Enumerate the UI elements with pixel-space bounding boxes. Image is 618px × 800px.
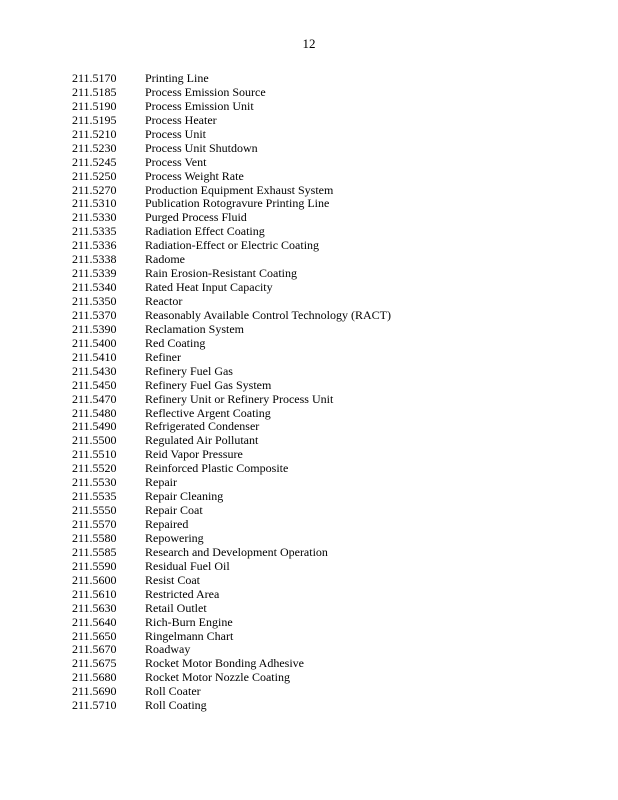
section-number: 211.5270 <box>72 182 117 197</box>
section-number: 211.5250 <box>72 168 117 183</box>
section-number: 211.5470 <box>72 391 117 406</box>
section-number: 211.5490 <box>72 419 117 434</box>
list-item <box>72 100 391 114</box>
section-number: 211.5230 <box>72 140 117 155</box>
section-title: Reid Vapor Pressure <box>145 447 243 462</box>
section-title: Repair <box>145 475 177 490</box>
section-number: 211.5450 <box>72 377 117 392</box>
section-title: Radome <box>145 252 185 267</box>
section-number: 211.5530 <box>72 475 117 490</box>
section-title: Restricted Area <box>145 586 220 601</box>
list-item <box>72 253 391 267</box>
list-item <box>72 239 391 253</box>
section-number: 211.5338 <box>72 252 117 267</box>
section-title: Purged Process Fluid <box>145 210 247 225</box>
section-title: Rich-Burn Engine <box>145 614 233 629</box>
list-item <box>72 616 391 630</box>
list-item <box>72 86 391 100</box>
section-number: 211.5185 <box>72 84 117 99</box>
list-item <box>72 309 391 323</box>
section-title: Reasonably Available Control Technology (RACT) <box>145 307 392 322</box>
list-item <box>72 476 391 490</box>
section-title: Refinery Unit or Refinery Process Unit <box>145 391 334 406</box>
section-title: Roadway <box>145 642 191 657</box>
section-number: 211.5610 <box>72 586 117 601</box>
list-item <box>72 337 391 351</box>
list-item <box>72 211 391 225</box>
list-item <box>72 657 391 671</box>
section-number: 211.5170 <box>72 71 117 85</box>
section-title: Residual Fuel Oil <box>145 558 230 573</box>
section-title: Rocket Motor Bonding Adhesive <box>145 656 304 671</box>
section-title: Process Emission Source <box>145 84 266 99</box>
section-title: Process Weight Rate <box>145 168 244 183</box>
list-item <box>72 142 391 156</box>
list-item <box>72 393 391 407</box>
list-item <box>72 671 391 685</box>
list-item <box>72 379 391 393</box>
section-title: Rain Erosion-Resistant Coating <box>145 266 297 281</box>
section-number: 211.5340 <box>72 280 117 295</box>
list-item <box>72 365 391 379</box>
section-number: 211.5410 <box>72 349 117 364</box>
section-title: Process Emission Unit <box>145 98 254 113</box>
section-number: 211.5339 <box>72 266 117 281</box>
section-title: Research and Development Operation <box>145 544 328 559</box>
section-title: Resist Coat <box>145 572 201 587</box>
section-title: Reactor <box>145 294 183 308</box>
section-number: 211.5510 <box>72 447 117 462</box>
section-number: 211.5630 <box>72 600 117 615</box>
section-title: Radiation-Effect or Electric Coating <box>145 238 320 253</box>
section-number: 211.5350 <box>72 294 117 308</box>
list-item <box>72 281 391 295</box>
section-number: 211.5370 <box>72 307 117 322</box>
list-item <box>72 184 391 198</box>
section-title: Reflective Argent Coating <box>145 405 271 420</box>
section-number: 211.5390 <box>72 321 117 336</box>
section-number: 211.5195 <box>72 112 117 127</box>
list-item <box>72 699 391 713</box>
section-number: 211.5650 <box>72 628 117 643</box>
list-item <box>72 560 391 574</box>
list-item <box>72 518 391 532</box>
list-item <box>72 351 391 365</box>
section-number: 211.5640 <box>72 614 117 629</box>
section-number: 211.5480 <box>72 405 117 420</box>
section-title: Refiner <box>145 349 181 364</box>
section-title: Production Equipment Exhaust System <box>145 182 334 197</box>
section-title: Rocket Motor Nozzle Coating <box>145 670 290 685</box>
section-number: 211.5330 <box>72 210 117 225</box>
section-title: Process Heater <box>145 112 217 127</box>
list-item <box>72 532 391 546</box>
list-item <box>72 225 391 239</box>
list-item <box>72 170 391 184</box>
section-number: 211.5600 <box>72 572 117 587</box>
list-item <box>72 490 391 504</box>
section-title: Repowering <box>145 530 204 545</box>
section-title: Ringelmann Chart <box>145 628 234 643</box>
section-title: Rated Heat Input Capacity <box>145 280 273 295</box>
section-title: Red Coating <box>145 335 206 350</box>
list-item <box>72 434 391 448</box>
page-number: 12 <box>302 36 316 51</box>
list-item <box>72 504 391 518</box>
section-title: Refinery Fuel Gas System <box>145 377 272 392</box>
section-number: 211.5500 <box>72 433 117 448</box>
list-item <box>72 323 391 337</box>
section-title: Radiation Effect Coating <box>145 224 265 239</box>
section-title: Repaired <box>145 517 189 531</box>
section-title: Reinforced Plastic Composite <box>145 461 289 476</box>
section-title: Refinery Fuel Gas <box>145 363 233 378</box>
section-number: 211.5585 <box>72 544 117 559</box>
section-number: 211.5690 <box>72 684 117 699</box>
section-number: 211.5335 <box>72 224 117 239</box>
section-title: Refrigerated Condenser <box>145 419 260 434</box>
section-title: Process Unit Shutdown <box>145 140 258 155</box>
section-title: Reclamation System <box>145 321 244 336</box>
section-title: Process Vent <box>145 154 207 169</box>
section-number: 211.5310 <box>72 196 117 211</box>
section-number: 211.5590 <box>72 558 117 573</box>
section-title: Roll Coater <box>145 684 201 699</box>
section-number: 211.5550 <box>72 503 117 518</box>
section-number: 211.5580 <box>72 530 117 545</box>
list-item <box>72 462 391 476</box>
section-number: 211.5336 <box>72 238 117 253</box>
section-number: 211.5675 <box>72 656 117 671</box>
list-item <box>72 267 391 281</box>
section-number: 211.5520 <box>72 461 117 476</box>
list-item <box>72 685 391 699</box>
section-number: 211.5210 <box>72 126 117 141</box>
section-number: 211.5680 <box>72 670 117 685</box>
section-number: 211.5400 <box>72 335 117 350</box>
list-item <box>72 546 391 560</box>
section-title: Repair Coat <box>145 503 203 518</box>
list-item <box>72 128 391 142</box>
section-number: 211.5570 <box>72 517 117 531</box>
section-title: Roll Coating <box>145 698 207 713</box>
list-item <box>72 407 391 421</box>
list-item <box>72 448 391 462</box>
section-title: Repair Cleaning <box>145 489 224 504</box>
section-number: 211.5245 <box>72 154 117 169</box>
section-number: 211.5710 <box>72 698 117 713</box>
list-item <box>72 588 391 602</box>
list-item <box>72 574 391 588</box>
definitions-list <box>72 72 391 713</box>
list-item <box>72 197 391 211</box>
section-title: Retail Outlet <box>145 600 207 615</box>
section-title: Printing Line <box>145 71 209 85</box>
list-item <box>72 114 391 128</box>
list-item <box>72 156 391 170</box>
list-item <box>72 602 391 616</box>
list-item <box>72 630 391 644</box>
list-item <box>72 643 391 657</box>
list-item <box>72 420 391 434</box>
section-title: Regulated Air Pollutant <box>145 433 259 448</box>
list-item <box>72 72 391 86</box>
section-number: 211.5670 <box>72 642 117 657</box>
list-item <box>72 295 391 309</box>
section-number: 211.5535 <box>72 489 117 504</box>
section-title: Process Unit <box>145 126 206 141</box>
section-number: 211.5190 <box>72 98 117 113</box>
section-title: Publication Rotogravure Printing Line <box>145 196 330 211</box>
section-number: 211.5430 <box>72 363 117 378</box>
